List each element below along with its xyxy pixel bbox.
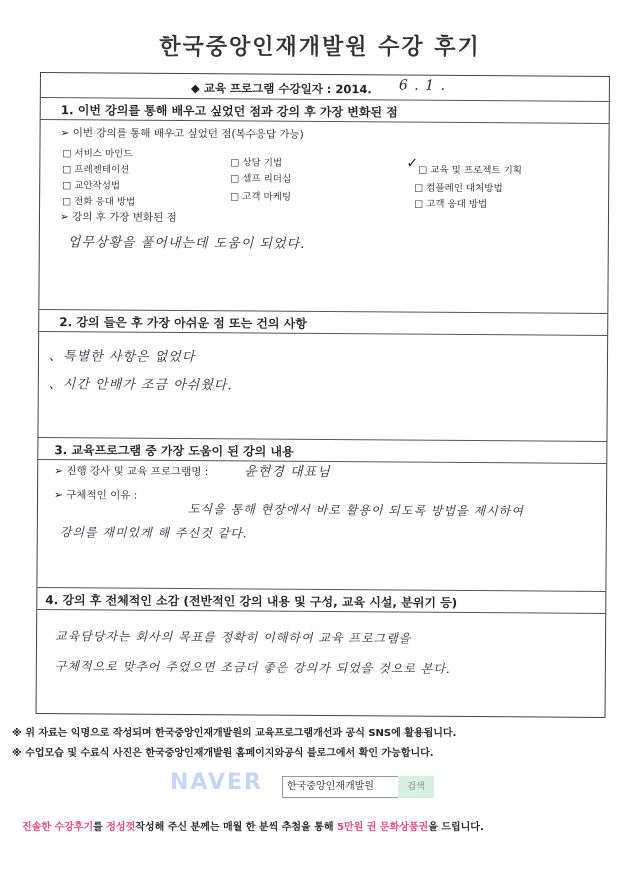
section4-line1: 교육담당자는 회사의 목표를 정확히 이해하여 교육 프로그램을 (55, 629, 412, 646)
section4-title: 4. 강의 후 전체적인 소감 (전반적인 강의 내용 및 구성, 교육 시설, 분위기 등) (45, 593, 458, 610)
section2-line2: 、시간 안배가 조금 아쉬웠다. (48, 377, 233, 394)
option-complaint-handling[interactable]: □ 컴플레인 대처방법 (414, 182, 503, 195)
section3-question1: ➢ 진행 강사 및 교육 프로그램명 : (54, 465, 209, 479)
section3-question2: ➢ 구체적인 이유 : (54, 489, 138, 502)
option-service-mind[interactable]: □ 서비스 마인드 (62, 148, 133, 160)
option-presentation[interactable]: □ 프레젠테이션 (62, 164, 130, 176)
page-title: 한국중앙인재개발원 수강 후기 (159, 35, 481, 60)
naver-logo: NAVER (170, 770, 263, 795)
section3-answer2-line2: 강의를 재미있게 해 주신것 같다. (59, 525, 248, 541)
option-customer-marketing[interactable]: □ 고객 마케팅 (230, 191, 292, 203)
option-customer-service[interactable]: □ 고객 응대 방법 (414, 198, 488, 211)
section2-title: 2. 강의 들은 후 가장 아쉬운 점 또는 건의 사항 (59, 315, 307, 331)
footer-prize-note: 진솔한 수강후기를 정성껏작성해 주신 분께는 매월 한 분씩 추첨을 통해 5만원 권 문화상품권을 드립니다. (22, 822, 484, 833)
section3-answer1: 윤현경 대표님 (244, 464, 331, 481)
option-self-leadership[interactable]: □ 셀프 리더십 (230, 173, 292, 185)
section1-question2: ➢ 강의 후 가장 변화된 점 (59, 211, 177, 224)
checkmark-icon: ✓ (406, 155, 419, 172)
section1-answer2: 업무상황을 풀어내는데 도움이 되었다. (67, 235, 306, 252)
date-handwritten: 6 . 1 . (398, 77, 447, 94)
option-education-planning[interactable]: □ 교육 및 프로젝트 기획 (418, 164, 523, 177)
section4-line2: 구체적으로 맞추어 주었으면 조금더 좋은 강의가 되었을 것으로 본다. (54, 659, 451, 676)
option-phone-handling[interactable]: □ 전화 응대 방법 (62, 196, 136, 208)
note-anonymous: ※ 위 자료는 익명으로 작성되며 한국중앙인재개발원의 교육프로그램개선과 공식 SNS에 활용됩니다. (12, 728, 457, 739)
naver-search-input[interactable]: 한국중앙인재개발원 (282, 776, 400, 798)
section3-title: 3. 교육프로그램 중 가장 도움이 된 강의 내용 (54, 443, 294, 459)
survey-form (36, 72, 610, 718)
section1-question1: ➢ 이번 강의를 통해 배우고 싶었던 점(복수응답 가능) (60, 127, 304, 141)
date-label: ◆ 교육 프로그램 수강일자 : 2014. (190, 81, 372, 97)
naver-search-button[interactable]: 검색 (398, 776, 434, 798)
option-counseling[interactable]: □ 상담 기법 (230, 157, 283, 169)
section1-title: 1. 이번 강의를 통해 배우고 싶었던 점과 강의 후 가장 변화된 점 (60, 103, 398, 120)
section3-answer2-line1: 도식을 통해 현장에서 바로 활용이 되도록 방법을 제시하여 (187, 502, 524, 519)
option-lesson-plan[interactable]: □ 교안작성법 (62, 180, 121, 192)
section2-line1: 、특별한 사항은 없었다 (48, 349, 196, 366)
note-photos: ※ 수업모습 및 수료식 사진은 한국중앙인재개발원 홈페이지와공식 블로그에서 확인 가능합니다. (12, 748, 434, 759)
